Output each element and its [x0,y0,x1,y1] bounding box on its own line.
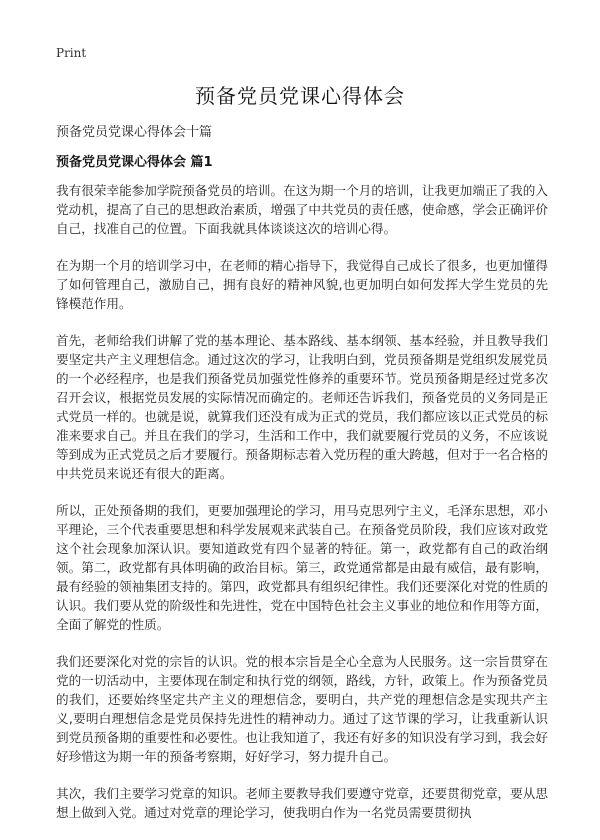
paragraph: 我有很荣幸能参加学院预备党员的培训。在这为期一个月的培训，让我更加端正了我的入党动机，提高了自己的思想政治素质，增强了中共党员的责任感，使命感，学会正确评价自己，找准自己的位置。下面我就具体谈谈这次的培训心得。 [56,183,548,236]
article-body [56,181,548,840]
document-title: 预备党员党课心得体会 [195,84,405,108]
print-link[interactable]: Print [56,46,87,60]
section-heading: 预备党员党课心得体会 篇1 [56,155,213,170]
paragraph: 其次，我们主要学习党章的知识。老师主要教导我们要遵守党章，还要贯彻党章，要从思想上做到入党。通过对党章的理论学习，使我明白作为一名党员需要贯彻执 [56,786,548,820]
paragraph: 所以，正处预备期的我们，更要加强理论的学习，用马克思列宁主义，毛泽东思想，邓小平理论，三个代表重要思想和科学发展观来武装自己。在预备党员阶段，我们应该对政党这个社会现象加深认识。要知道政党有四个显著的特征。第一，政党都有自己的政治纲领。第二，政党都有具体明确的政治目标。第三，政党通常都是由最有威信，最有影响，最有经验的领袖集团支持的。第四，政党都具有组织纪律性。我们还要深化对党的性质的认识。我们要从党的阶级性和先进性，党在中国特色社会主义事业的地位和作用等方面，全面了解党的性质。 [56,503,548,632]
paragraph: 在为期一个月的培训学习中，在老师的精心指导下，我觉得自己成长了很多，也更加懂得了如何管理自己，激励自己，拥有良好的精神风貌,也更加明白如何发挥大学生党员的先锋模范作用。 [56,258,548,311]
paragraph: 我们还要深化对党的宗旨的认识。党的根本宗旨是全心全意为人民服务。这一宗旨贯穿在党的一切活动中，主要体现在制定和执行党的纲领，路线，方针，政策上。作为预备党员的我们，还要始终坚定共产主义的理想信念，要明白，共产党的理想信念是实现共产主义,要明白理想信念是党员保持先进性的精神动力。通过了这节课的学习，让我重新认识到党员预备期的重要性和必要性。也让我知道了，我还有好多的知识没有学习到，我会好好珍惜这为期一年的预备考察期，好好学习，努力提升自己。 [56,654,548,764]
document-subtitle: 预备党员党课心得体会十篇 [56,125,213,140]
paragraph: 首先，老师给我们讲解了党的基本理论、基本路线、基本纲领、基本经验，并且教导我们要坚定共产主义理想信念。通过这次的学习，让我明白到，党员预备期是党组织发展党员的一个必经程序，也是我们预备党员加强党性修养的重要环节。党员预备期是经过党多次召开会议，根据党员发展的实际情况而确定的。老师还告诉我们，预备党员的义务同是正式党员一样的。也就是说，就算我们还没有成为正式的党员，我们都应该以正式党员的标准来要求自己。并且在我们的学习，生活和工作中，我们就要履行党员的义务，不应该说等到成为正式党员之后才要履行。预备期标志着入党历程的重大跨越，但对于一名合格的中共党员来说还有很大的距离。 [56,333,548,481]
